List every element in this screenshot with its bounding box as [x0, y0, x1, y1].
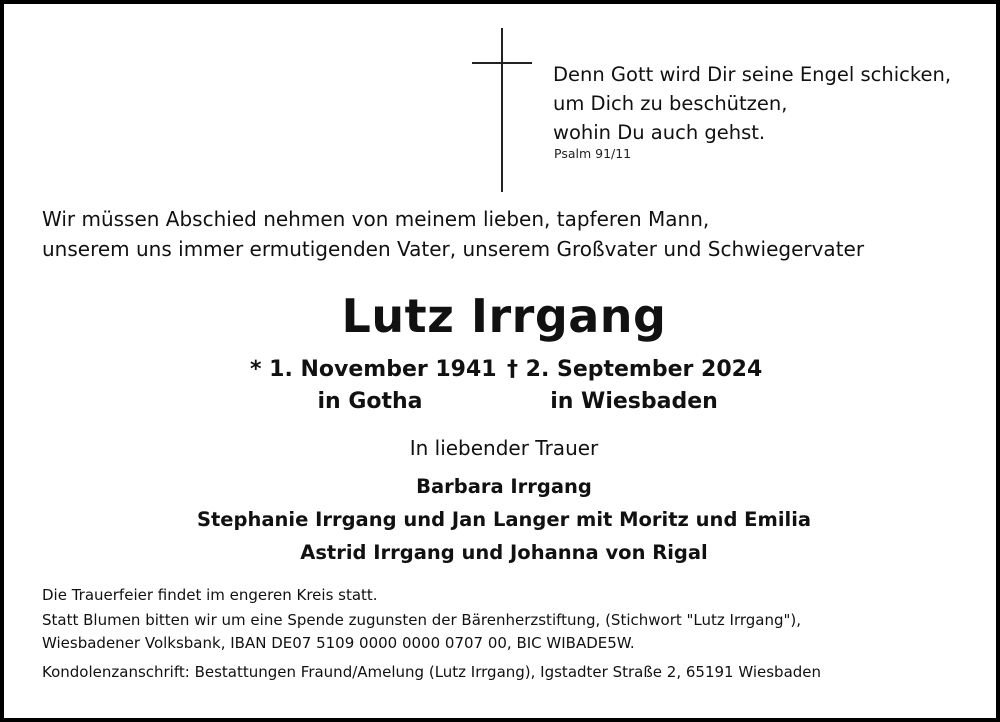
mourner-name: Stephanie Irrgang und Jan Langer mit Moritz und Emilia	[196, 508, 812, 531]
verse-line: wohin Du auch gehst.	[553, 121, 766, 144]
mourners-list	[4, 470, 1000, 569]
verse-line: um Dich zu beschützen,	[553, 92, 788, 115]
mourner-name: Astrid Irrgang und Johanna von Rigal	[300, 541, 708, 564]
birth-info	[250, 354, 497, 418]
bank-details: Wiesbadener Volksbank, IBAN DE07 5109 0000 0000 0707 00, BIC WIBADE5W.	[42, 634, 635, 652]
footer-info	[42, 584, 821, 684]
birth-date: * 1. November 1941	[250, 357, 497, 382]
mourner-name: Barbara Irrgang	[416, 475, 592, 498]
death-place: in Wiesbaden	[550, 389, 718, 414]
donation-line: Statt Blumen bitten wir um eine Spende zugunsten der Bärenherzstiftung, (Stichwort "Lutz Irrgang"),	[42, 611, 802, 629]
intro-line: unserem uns immer ermutigenden Vater, unserem Großvater und Schwiegervater	[42, 237, 865, 261]
mourning-heading: In liebender Trauer	[409, 436, 599, 460]
condolence-address: Kondolenzanschrift: Bestattungen Fraund/Amelung (Lutz Irrgang), Igstadter Straße 2, 65191 Wiesbaden	[42, 663, 822, 681]
ceremony-note: Die Trauerfeier findet im engeren Kreis statt.	[42, 586, 378, 604]
verse-line: Denn Gott wird Dir seine Engel schicken,	[553, 63, 952, 86]
birth-place: in Gotha	[317, 389, 423, 414]
intro-line: Wir müssen Abschied nehmen von meinem lieben, tapferen Mann,	[42, 207, 710, 231]
cross-icon-bar	[472, 62, 532, 64]
death-info	[507, 354, 761, 418]
deceased-name: Lutz Irrgang	[341, 289, 667, 343]
cross-icon	[501, 28, 503, 192]
verse-reference: Psalm 91/11	[554, 146, 632, 161]
death-date: † 2. September 2024	[507, 357, 763, 382]
intro-text	[42, 204, 864, 264]
bible-verse	[553, 60, 951, 147]
